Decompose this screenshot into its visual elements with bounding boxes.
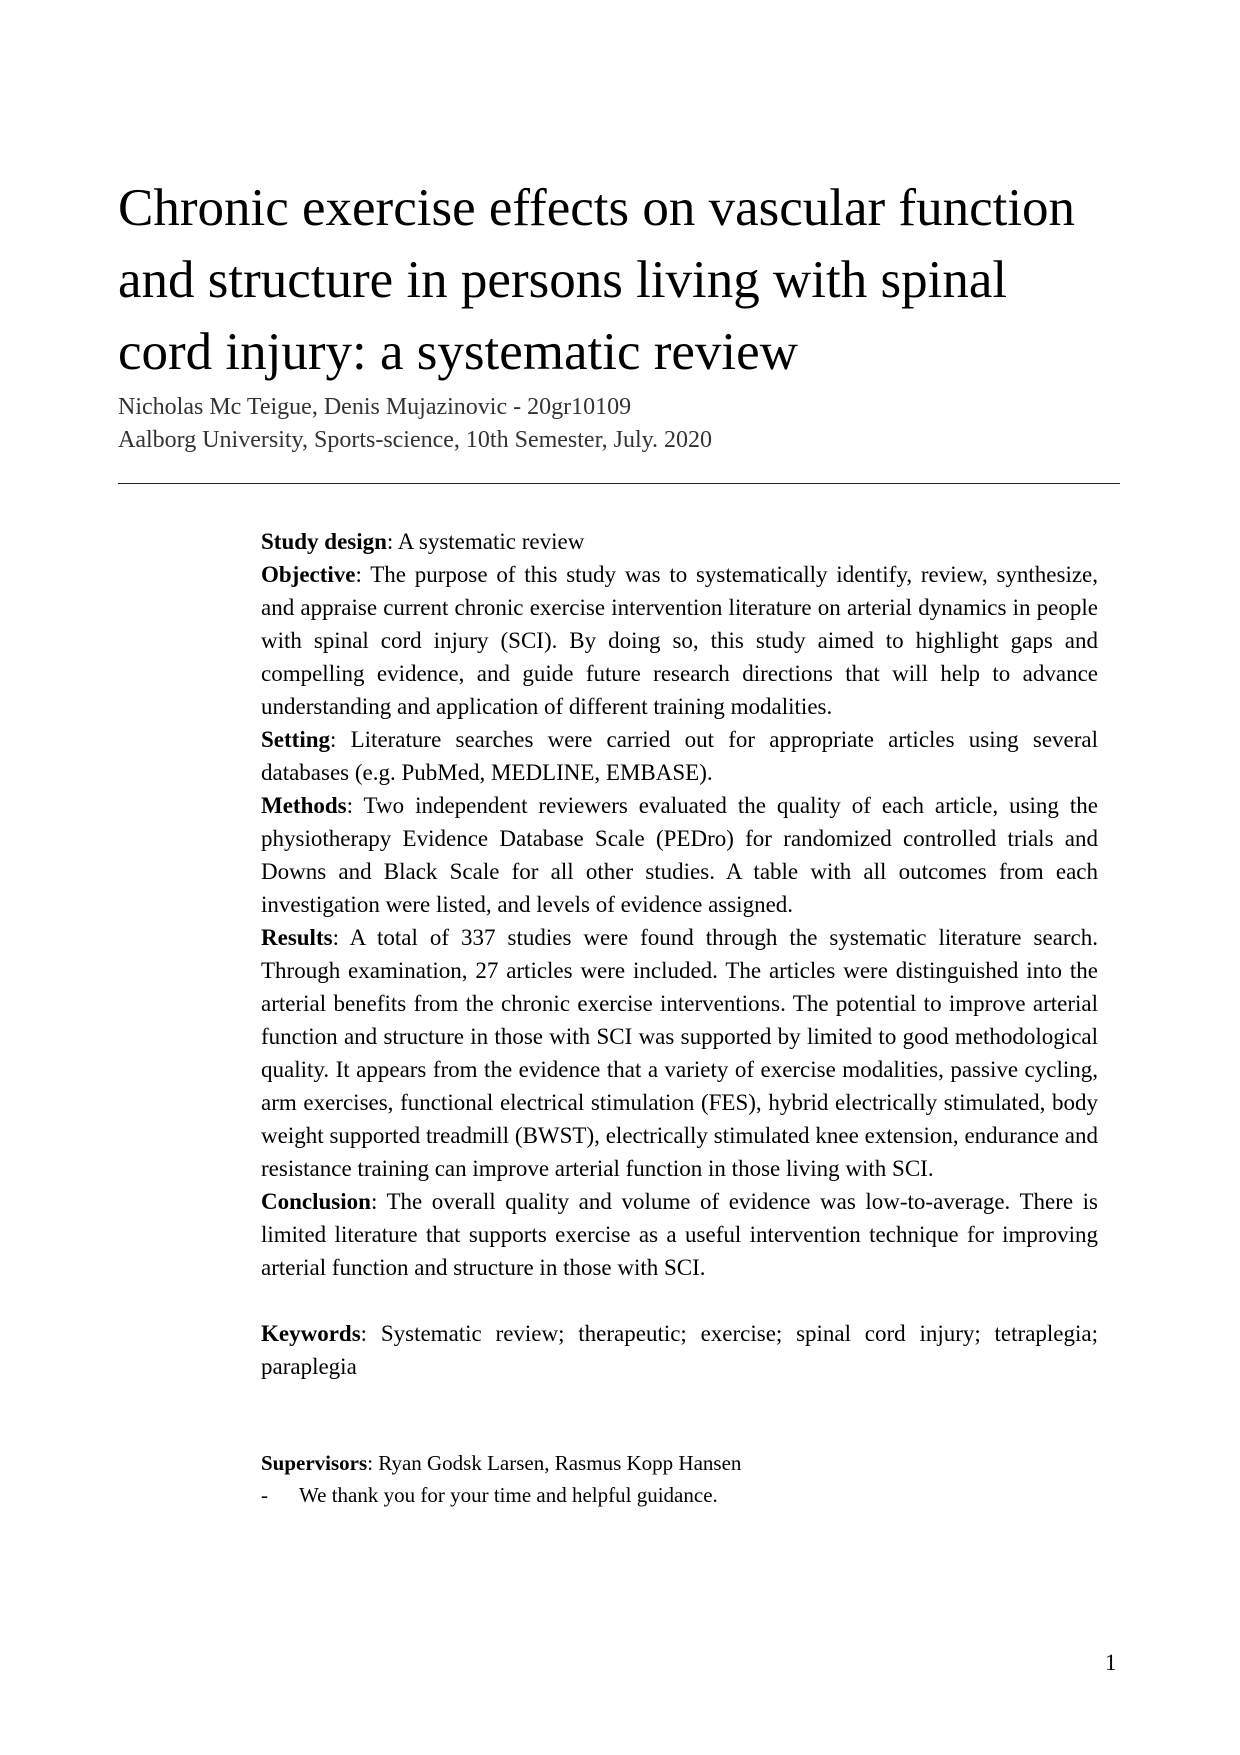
setting-text: : Literature searches were carried out for appropriate articles using several databases (e.g. PubMed, MEDLINE, EMBASE). bbox=[261, 727, 1098, 785]
list-dash: - bbox=[261, 1483, 268, 1507]
abstract-methods bbox=[261, 789, 1098, 921]
title-line-1: Chronic exercise effects on vascular function bbox=[118, 179, 1076, 237]
conclusion-text: : The overall quality and volume of evidence was low-to-average. There is limited literature that supports exercise as a useful intervention technique for improving arterial function and structure in those with SCI. bbox=[261, 1189, 1098, 1280]
study-design-label: Study design bbox=[261, 529, 387, 554]
abstract bbox=[261, 525, 1098, 1383]
title-divider bbox=[118, 483, 1120, 484]
abstract-conclusion bbox=[261, 1185, 1098, 1284]
supervisors-text: : Ryan Godsk Larsen, Rasmus Kopp Hansen bbox=[367, 1451, 742, 1475]
affiliation-line: Aalborg University, Sports-science, 10th Semester, July. 2020 bbox=[118, 427, 713, 453]
conclusion-label: Conclusion bbox=[261, 1189, 371, 1214]
page-number: 1 bbox=[1105, 1650, 1117, 1675]
page-title bbox=[118, 172, 1128, 388]
abstract-objective bbox=[261, 558, 1098, 723]
objective-label: Objective bbox=[261, 562, 356, 587]
objective-text: : The purpose of this study was to systematically identify, review, synthesize, and appraise current chronic exercise intervention literature on arterial dynamics in people with spinal cord injury (SCI). By doing so, this study aimed to highlight gaps and compelling evidence, and guide future research directions that will help to advance understanding and application of different training modalities. bbox=[261, 562, 1098, 719]
abstract-keywords bbox=[261, 1317, 1098, 1383]
acknowledgement bbox=[261, 1480, 1098, 1511]
study-design-text: : A systematic review bbox=[386, 529, 585, 554]
title-line-2: and structure in persons living with spinal bbox=[118, 251, 1008, 309]
results-label: Results bbox=[261, 925, 333, 950]
keywords-text: : Systematic review; therapeutic; exercise; spinal cord injury; tetraplegia; paraplegia bbox=[261, 1321, 1098, 1379]
authors-line: Nicholas Mc Teigue, Denis Mujazinovic - 20gr10109 bbox=[118, 394, 632, 420]
title-line-3: cord injury: a systematic review bbox=[118, 323, 798, 381]
abstract-study-design bbox=[261, 525, 1098, 558]
abstract-results bbox=[261, 921, 1098, 1185]
supervisors-label: Supervisors bbox=[261, 1451, 368, 1475]
acknowledgement-text: We thank you for your time and helpful guidance. bbox=[299, 1483, 718, 1507]
methods-label: Methods bbox=[261, 793, 347, 818]
results-text: : A total of 337 studies were found through the systematic literature search. Through examination, 27 articles were included. The articles were distinguished into the arterial benefits from the chronic exercise interventions. The potential to improve arterial function and structure in those with SCI was supported by limited to good methodological quality. It appears from the evidence that a variety of exercise modalities, passive cycling, arm exercises, functional electrical stimulation (FES), hybrid electrically stimulated, body weight supported treadmill (BWST), electrically stimulated knee extension, endurance and resistance training can improve arterial function in those living with SCI. bbox=[261, 925, 1098, 1181]
abstract-setting bbox=[261, 723, 1098, 789]
methods-text: : Two independent reviewers evaluated the quality of each article, using the physiotherapy Evidence Database Scale (PEDro) for randomized controlled trials and Downs and Black Scale for all other studies. A table with all outcomes from each investigation were listed, and levels of evidence assigned. bbox=[261, 793, 1098, 917]
supervisors bbox=[261, 1448, 1098, 1479]
keywords-label: Keywords bbox=[261, 1321, 361, 1346]
setting-label: Setting bbox=[261, 727, 330, 752]
